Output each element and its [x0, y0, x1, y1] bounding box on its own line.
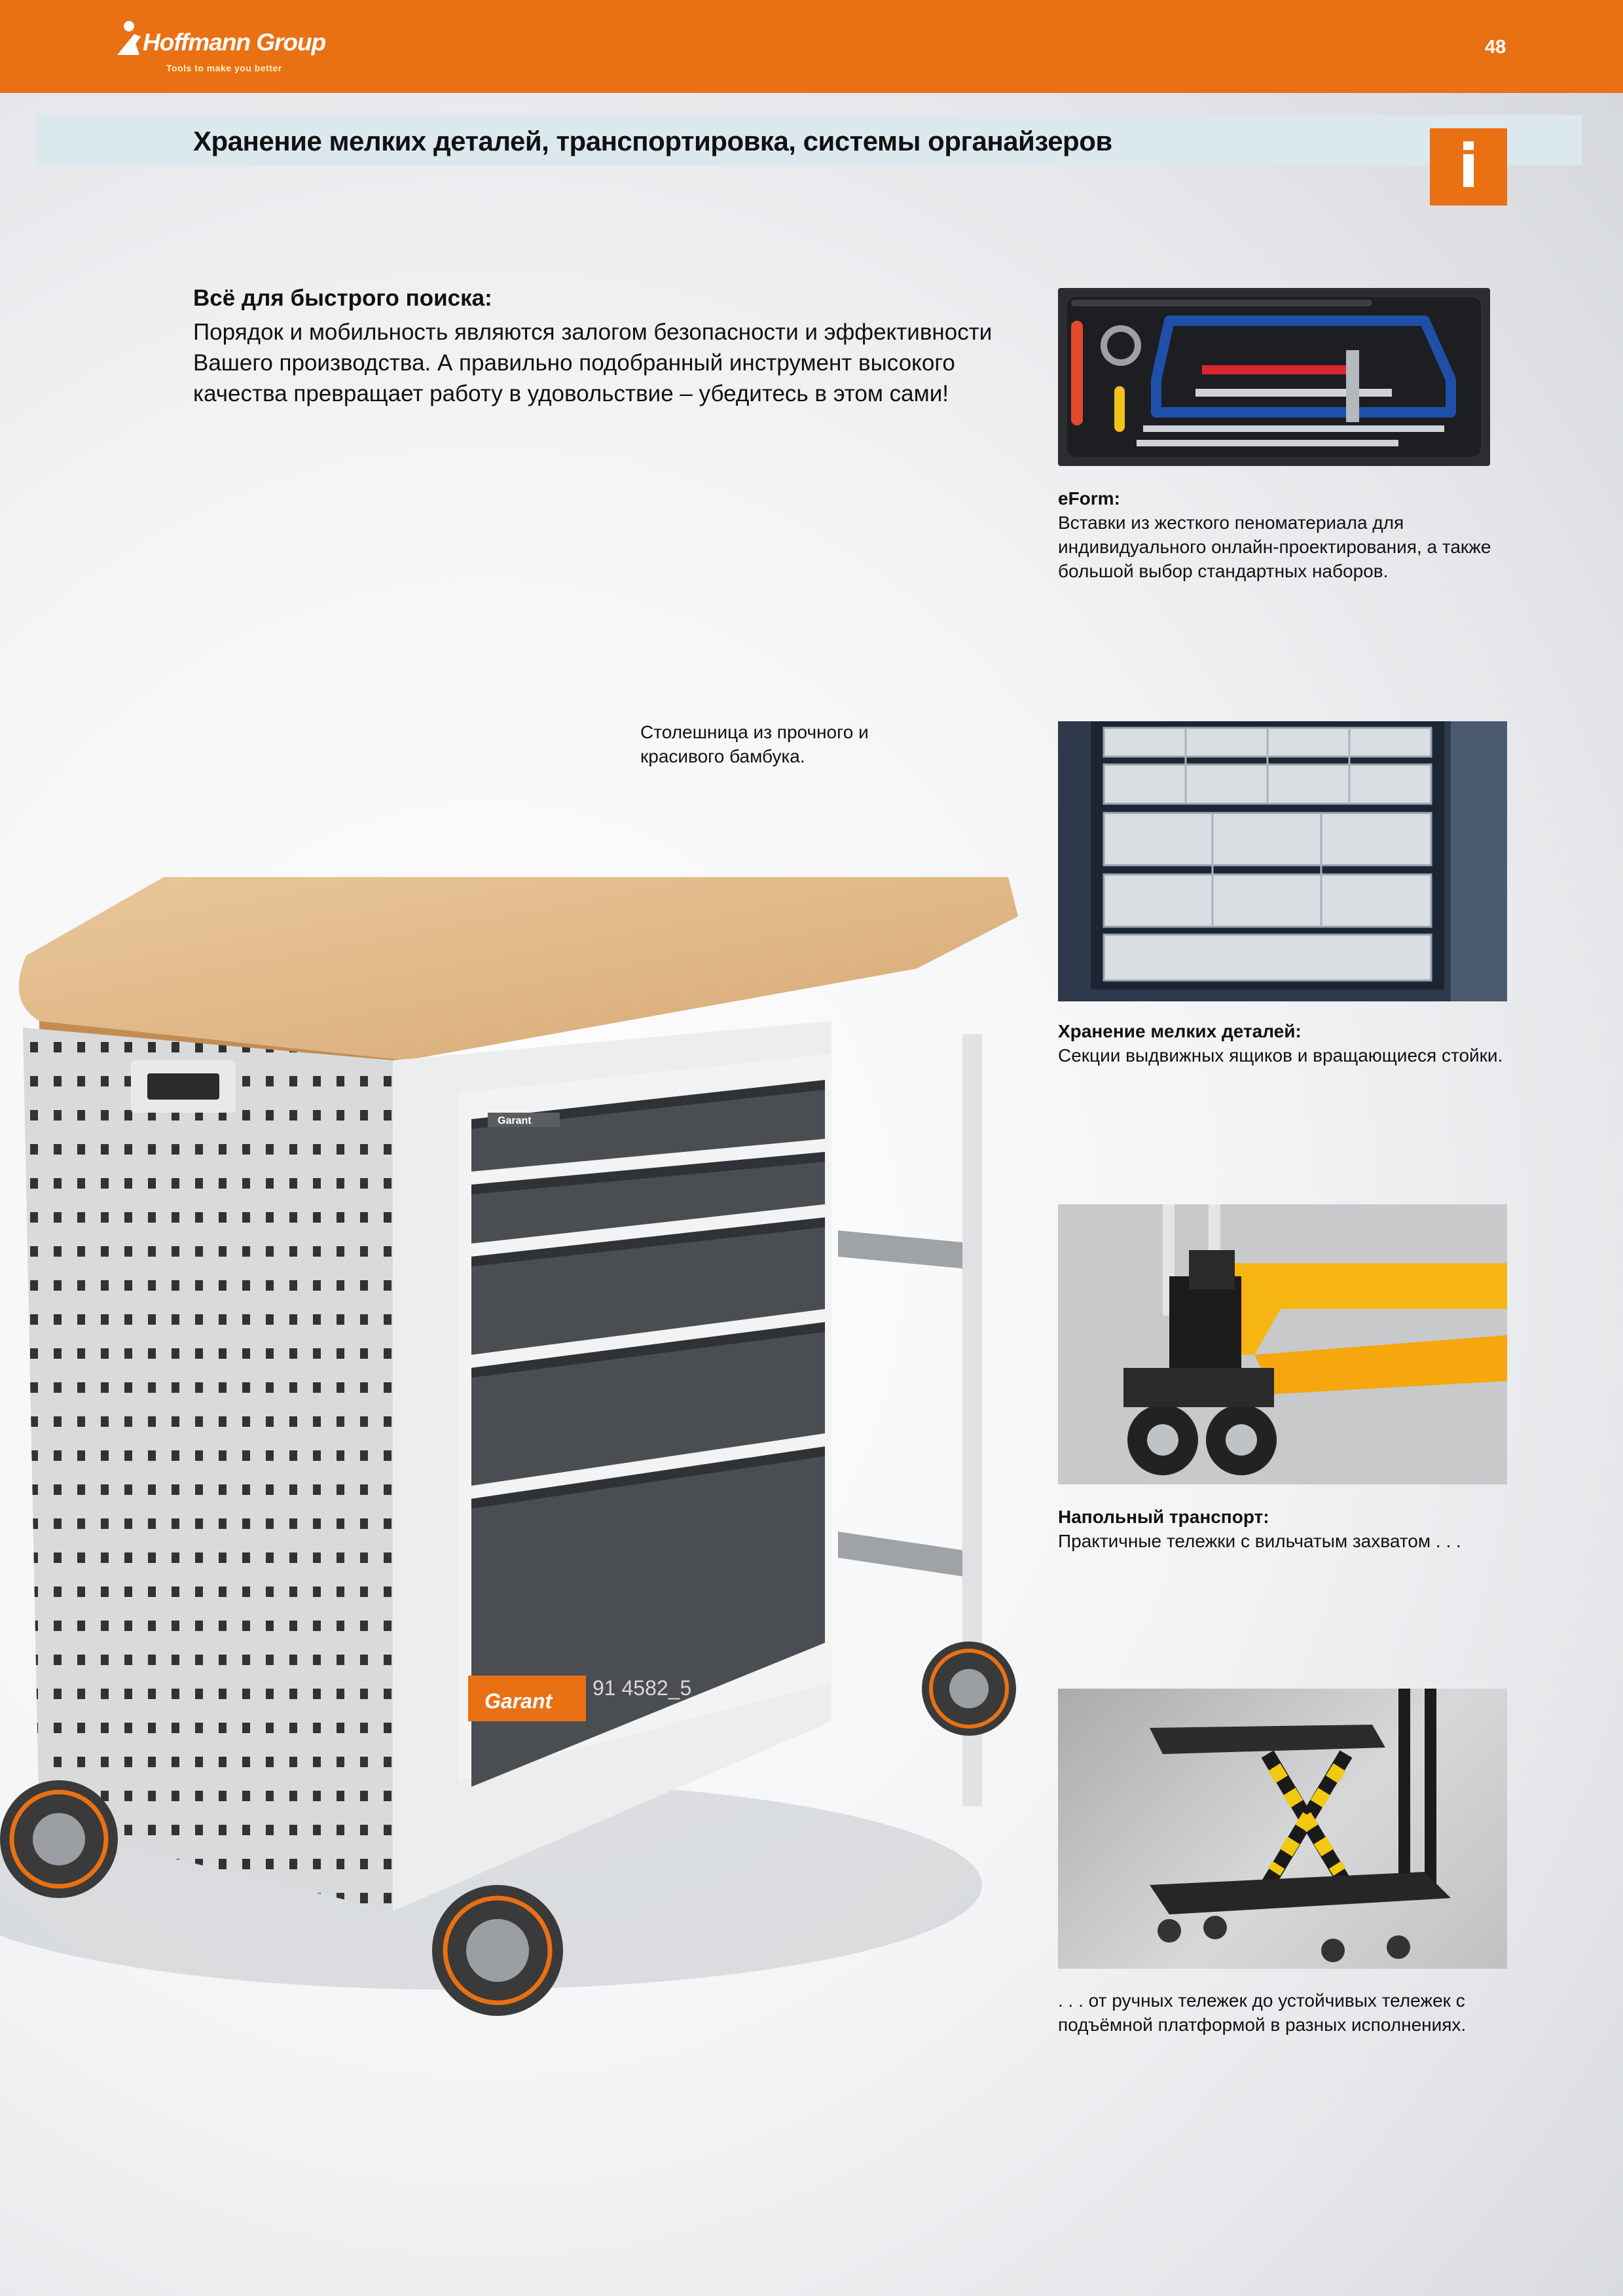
intro-heading: Всё для быстрого поиска:	[193, 285, 492, 311]
transport-heading: Напольный транспорт:	[1058, 1507, 1269, 1527]
lift-body: . . . от ручных тележек до устойчивых тележек с подъёмной платформой в разных исполнениях.	[1058, 1990, 1467, 2035]
transport-body: Практичные тележки с вильчатым захватом . . .	[1058, 1531, 1461, 1551]
page-title: Хранение мелких деталей, транспортировка, системы органайзеров	[193, 126, 1112, 156]
page-number: 48	[1485, 37, 1506, 58]
lift-table-photo	[1058, 1689, 1507, 1969]
lift-caption	[1058, 1988, 1556, 2037]
transport-caption	[1058, 1505, 1529, 1553]
drawer-brand-label: Garant	[484, 1689, 553, 1713]
brand-tagline: Tools to make you better	[166, 63, 282, 73]
pallet-truck-photo	[1058, 1204, 1507, 1484]
storage-caption	[1058, 1020, 1529, 1067]
eform-tool-insert-photo	[1058, 288, 1490, 466]
brand-name: Hoffmann Group	[143, 29, 326, 56]
drawer-code-label: 91 4582_5	[593, 1676, 692, 1700]
storage-heading: Хранение мелких деталей:	[1058, 1021, 1302, 1041]
eform-caption	[1058, 487, 1529, 583]
info-icon: i	[1430, 128, 1507, 206]
panel-brand-label: Garant	[498, 1115, 532, 1126]
eform-body: Вставки из жесткого пеноматериала для индивидуального онлайн-проектирования, а также большой выбор стандартных наборов.	[1058, 512, 1491, 581]
storage-body: Секции выдвижных ящиков и вращающиеся стойки.	[1058, 1045, 1503, 1066]
mobile-workbench-photo	[0, 864, 1048, 2042]
bamboo-top-caption: Столешница из прочного и красивого бамбука.	[640, 722, 869, 766]
eform-heading: eForm:	[1058, 488, 1120, 509]
small-parts-storage-photo	[1058, 721, 1507, 1001]
intro-body: Порядок и мобильность являются залогом безопасности и эффективности Вашего производства. А правильно подобранный инструмент высокого качества превращает работу в удовольствие – убедитесь в этом сами!	[193, 319, 993, 406]
